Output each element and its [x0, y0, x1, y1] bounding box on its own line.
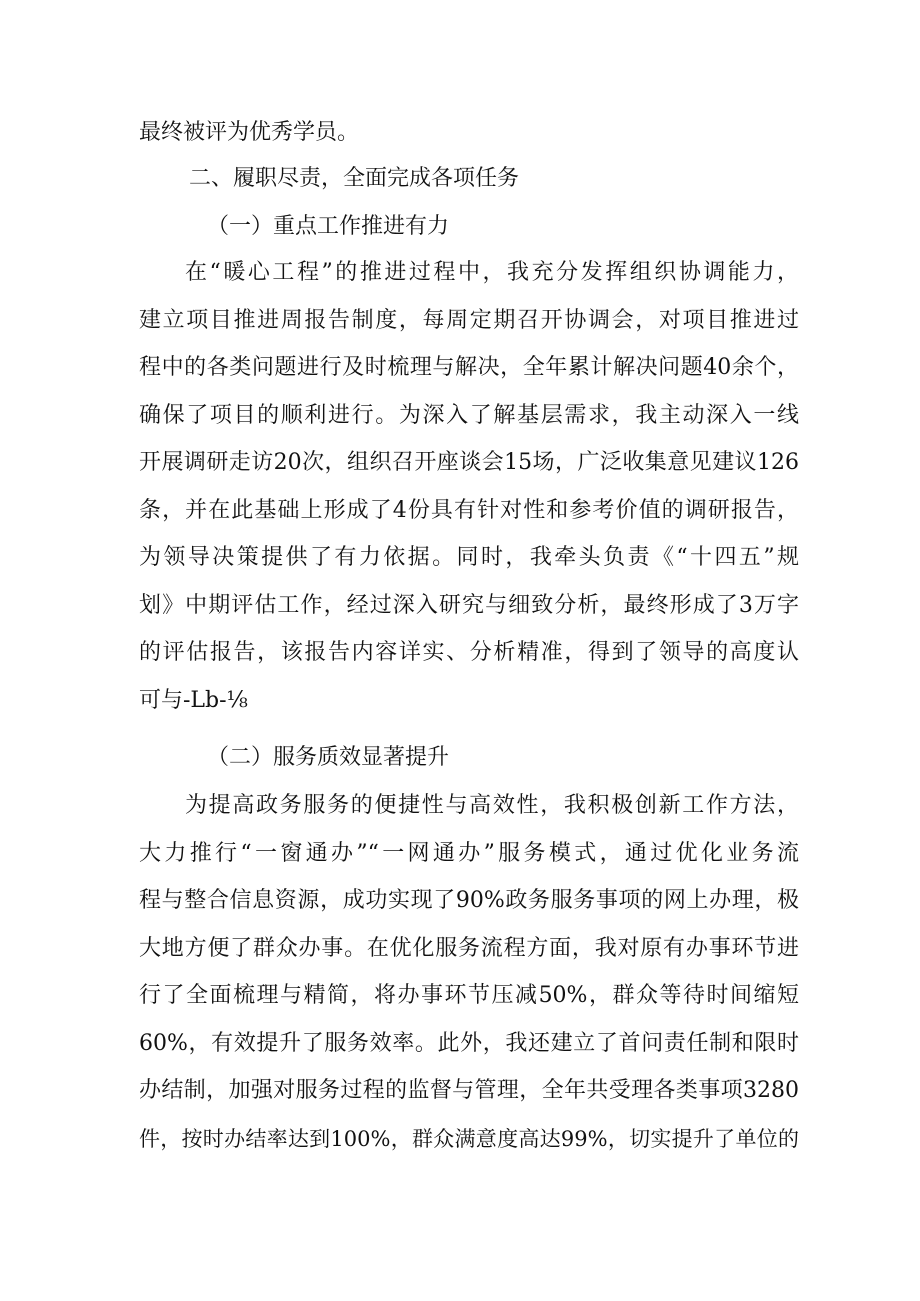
section-heading: 二、履职尽责，全面完成各项任务 [189, 166, 520, 191]
paragraph-line: 开展调研走访20次，组织召开座谈会15场，广泛收集意见建议126 [139, 450, 799, 475]
paragraph-line: 大力推行“一窗通办”“一网通办”服务模式，通过优化业务流 [139, 841, 799, 866]
paragraph-line: 建立项目推进周报告制度，每周定期召开协调会，对项目推进过 [139, 308, 799, 333]
paragraph-line: 划》中期评估工作，经过深入研究与细致分析，最终形成了3万字 [139, 593, 799, 618]
paragraph-line: 最终被评为优秀学员。 [139, 120, 360, 145]
paragraph-line: 的评估报告，该报告内容详实、分析精准，得到了领导的高度认 [139, 640, 799, 665]
paragraph-line: 程中的各类问题进行及时梳理与解决，全年累计解决问题40余个， [139, 355, 799, 380]
paragraph-line: 办结制，加强对服务过程的监督与管理，全年共受理各类事项3280 [139, 1078, 799, 1103]
subsection-heading-1: （一）重点工作推进有力 [207, 214, 450, 239]
subsection-heading-2: （二）服务质效显著提升 [207, 745, 450, 770]
paragraph-line: 为领导决策提供了有力依据。同时，我牵头负责《“十四五”规 [139, 545, 799, 570]
paragraph-line: 程与整合信息资源，成功实现了90%政务服务事项的网上办理，极 [139, 888, 799, 913]
paragraph-line: 在“暖心工程”的推进过程中，我充分发挥组织协调能力， [185, 260, 799, 285]
paragraph-line: 可与-Lb-⅛ [139, 688, 248, 713]
paragraph-line: 条，并在此基础上形成了4份具有针对性和参考价值的调研报告， [139, 498, 799, 523]
paragraph-line: 60%，有效提升了服务效率。此外，我还建立了首问责任制和限时 [139, 1031, 799, 1056]
paragraph-line: 件，按时办结率达到100%，群众满意度高达99%，切实提升了单位的 [139, 1127, 799, 1151]
paragraph-line: 为提高政务服务的便捷性与高效性，我积极创新工作方法， [185, 793, 799, 818]
paragraph-line: 行了全面梳理与精简，将办事环节压减50%，群众等待时间缩短 [139, 983, 799, 1008]
paragraph-line: 大地方便了群众办事。在优化服务流程方面，我对原有办事环节进 [139, 936, 799, 961]
paragraph-line: 确保了项目的顺利进行。为深入了解基层需求，我主动深入一线 [139, 403, 799, 428]
